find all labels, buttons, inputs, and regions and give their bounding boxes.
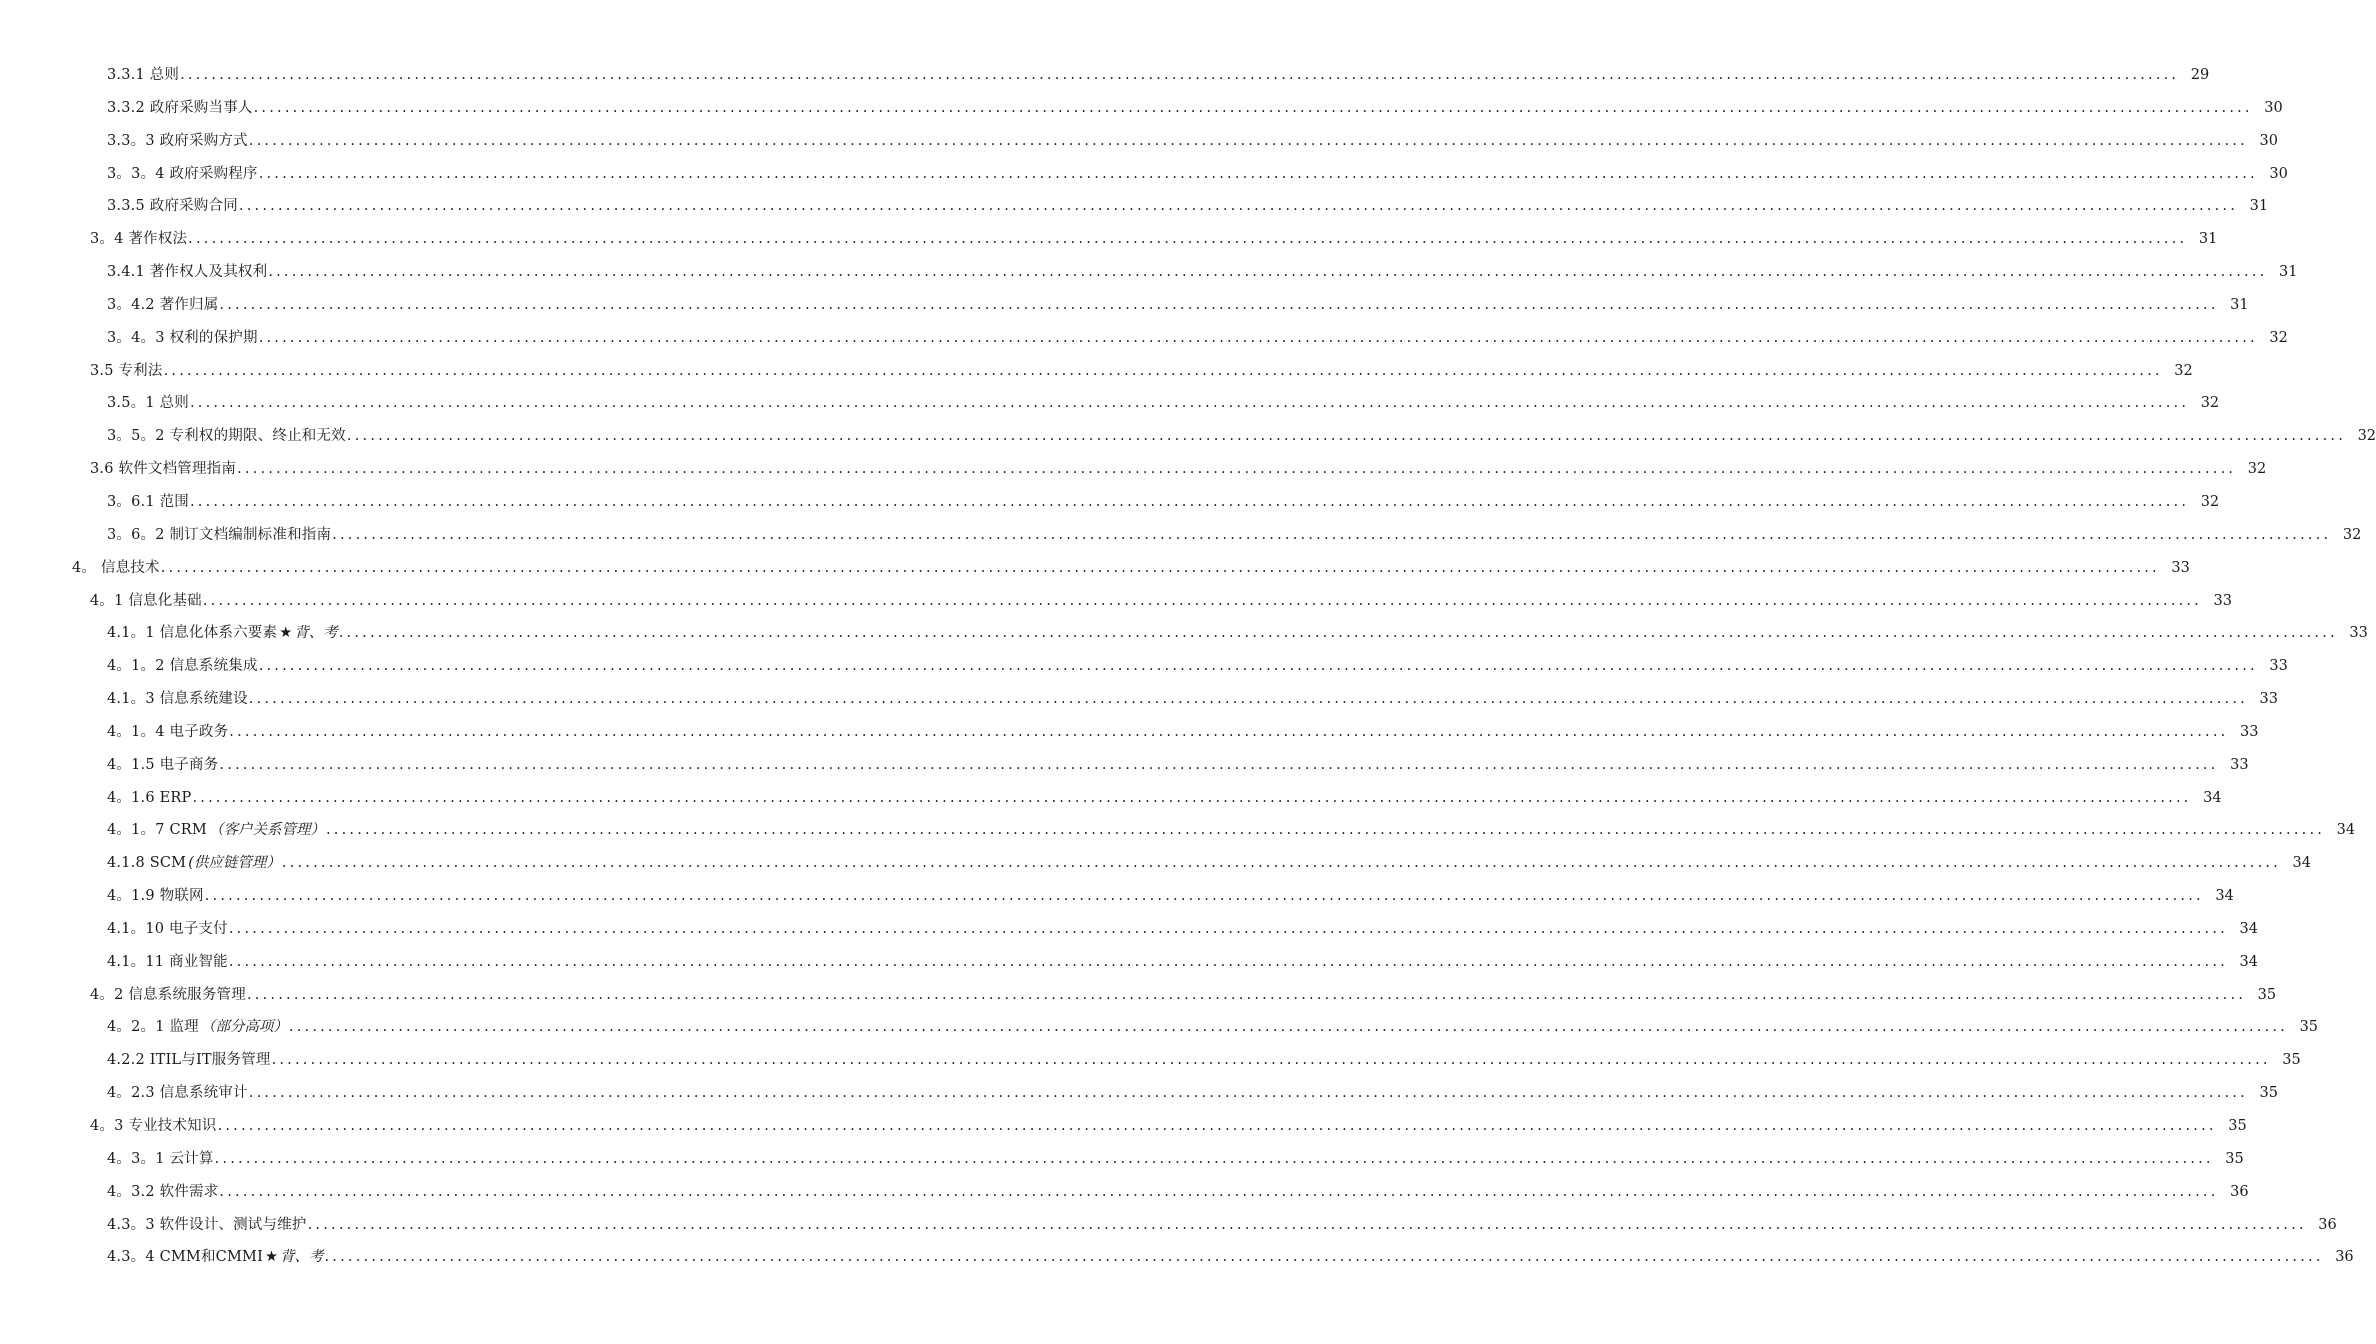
toc-entry-title: 4。1。4 电子政务 bbox=[107, 723, 229, 740]
toc-entry[interactable] bbox=[0, 683, 2278, 716]
toc-dot-leader: ................................................................................................................................................................................................................................................................ bbox=[307, 1216, 2307, 1233]
toc-entry-page-number: 29 bbox=[2190, 67, 2210, 83]
toc-entry-title: 3.6 软件文档管理指南 bbox=[90, 461, 237, 478]
toc-dot-leader: ................................................................................................................................................................................................................................................................ bbox=[238, 198, 2239, 215]
toc-entry-page-number: 32 bbox=[2247, 461, 2267, 478]
toc-entry[interactable] bbox=[0, 749, 2249, 782]
toc-entry-title: 3。3。4 政府采购程序 bbox=[107, 165, 258, 182]
toc-entry-page-number: 33 bbox=[2230, 756, 2249, 773]
toc-dot-leader: ................................................................................................................................................................................................................................................................ bbox=[217, 1118, 2217, 1134]
toc-dot-leader: ................................................................................................................................................................................................................................................................ bbox=[190, 395, 2190, 412]
toc-entry-page-number: 30 bbox=[2264, 99, 2283, 116]
toc-entry-title: 3。5。2 专利权的期限、终止和无效 bbox=[107, 428, 346, 445]
toc-dot-leader: ................................................................................................................................................................................................................................................................ bbox=[258, 658, 2258, 675]
toc-entry-title: 4.3。3 软件设计、测试与维护 bbox=[107, 1216, 307, 1233]
toc-entry-title: 3。6.1 范围 bbox=[107, 493, 189, 510]
toc-entry-page-number: 33 bbox=[2213, 592, 2232, 609]
toc-dot-leader: ................................................................................................................................................................................................................................................................ bbox=[258, 165, 2258, 182]
toc-entry[interactable] bbox=[0, 355, 2193, 388]
toc-entry[interactable] bbox=[0, 716, 2259, 749]
toc-entry-title: 3.5。1 总则 bbox=[107, 395, 189, 412]
toc-entry[interactable] bbox=[0, 979, 2277, 1012]
toc-entry-page-number: 32 bbox=[2357, 428, 2376, 445]
toc-entry[interactable] bbox=[0, 1176, 2249, 1209]
toc-entry-title: 3.3.2 政府采购当事人 bbox=[107, 99, 253, 116]
toc-entry-title: 4。3 专业技术知识 bbox=[90, 1118, 217, 1134]
toc-entry-title: 3.3.5 政府采购合同 bbox=[107, 198, 238, 215]
toc-entry-page-number: 34 bbox=[2239, 920, 2258, 937]
toc-entry[interactable] bbox=[0, 913, 2258, 946]
toc-entry[interactable] bbox=[0, 223, 2218, 256]
toc-entry[interactable] bbox=[0, 847, 2311, 880]
toc-entry[interactable] bbox=[0, 1209, 2337, 1242]
toc-dot-leader: ................................................................................................................................................................................................................................................................ bbox=[219, 296, 2219, 313]
toc-entry-page-number: 35 bbox=[2228, 1118, 2247, 1134]
toc-entry-note bbox=[279, 617, 338, 650]
toc-entry-title: 4.2.2 ITIL与IT服务管理 bbox=[107, 1052, 271, 1069]
toc-entry[interactable] bbox=[0, 814, 2356, 847]
toc-entry-page-number: 35 bbox=[2257, 986, 2277, 1003]
toc-entry[interactable] bbox=[0, 552, 2190, 585]
toc-entry-title: 4.1.8 SCM bbox=[107, 855, 187, 872]
toc-dot-leader: ................................................................................................................................................................................................................................................................ bbox=[258, 329, 2258, 346]
toc-entry-title: 4。1.9 物联网 bbox=[107, 888, 204, 905]
toc-entry-page-number: 34 bbox=[2203, 789, 2222, 806]
toc-entry-page-number: 32 bbox=[2174, 362, 2193, 379]
toc-entry-title: 4。1。2 信息系统集成 bbox=[107, 658, 258, 675]
toc-entry-page-number: 34 bbox=[2239, 953, 2258, 970]
toc-entry-page-number: 32 bbox=[2200, 395, 2220, 412]
toc-dot-leader: ................................................................................................................................................................................................................................................................ bbox=[248, 691, 2248, 708]
toc-entry-title: 4。2.3 信息系统审计 bbox=[107, 1085, 248, 1102]
toc-entry[interactable] bbox=[0, 946, 2258, 979]
toc-entry-page-number: 32 bbox=[2269, 329, 2288, 346]
toc-entry-page-number: 33 bbox=[2349, 625, 2368, 642]
toc-dot-leader: ................................................................................................................................................................................................................................................................ bbox=[192, 789, 2192, 806]
toc-entry-title: 4.1。11 商业智能 bbox=[107, 953, 228, 970]
toc-dot-leader: ................................................................................................................................................................................................................................................................ bbox=[219, 1183, 2219, 1200]
toc-entry-title: 4.1。3 信息系统建设 bbox=[107, 691, 248, 708]
toc-entry-note bbox=[265, 1241, 324, 1274]
toc-dot-leader: ................................................................................................................................................................................................................................................................ bbox=[228, 953, 2228, 970]
toc-dot-leader: ................................................................................................................................................................................................................................................................ bbox=[219, 756, 2219, 773]
toc-dot-leader: ................................................................................................................................................................................................................................................................ bbox=[202, 592, 2202, 609]
toc-entry-page-number: 34 bbox=[2336, 822, 2356, 839]
toc-dot-leader: ................................................................................................................................................................................................................................................................ bbox=[346, 428, 2347, 445]
table-of-contents bbox=[0, 59, 2376, 1274]
toc-entry[interactable] bbox=[0, 585, 2232, 618]
toc-entry[interactable] bbox=[0, 1143, 2244, 1176]
toc-dot-leader: ................................................................................................................................................................................................................................................................ bbox=[325, 822, 2326, 839]
toc-entry[interactable] bbox=[0, 617, 2368, 650]
toc-dot-leader: ................................................................................................................................................................................................................................................................ bbox=[324, 1249, 2324, 1266]
toc-entry-note-text: 背、考 bbox=[294, 625, 338, 642]
toc-entry[interactable] bbox=[0, 1077, 2278, 1110]
toc-entry[interactable] bbox=[0, 519, 2362, 552]
toc-entry[interactable] bbox=[0, 650, 2288, 683]
toc-dot-leader: ................................................................................................................................................................................................................................................................ bbox=[214, 1150, 2214, 1167]
toc-entry-page-number: 31 bbox=[2249, 198, 2269, 215]
toc-entry[interactable] bbox=[0, 59, 2210, 92]
toc-entry-title: 3.5 专利法 bbox=[90, 362, 163, 379]
toc-entry-note-text: 背、考 bbox=[280, 1249, 324, 1266]
toc-entry[interactable] bbox=[0, 190, 2269, 223]
toc-dot-leader: ................................................................................................................................................................................................................................................................ bbox=[288, 1019, 2289, 1036]
toc-entry-note bbox=[188, 847, 281, 880]
toc-dot-leader: ................................................................................................................................................................................................................................................................ bbox=[248, 132, 2248, 149]
toc-dot-leader: ................................................................................................................................................................................................................................................................ bbox=[180, 67, 2180, 83]
toc-dot-leader: ................................................................................................................................................................................................................................................................ bbox=[237, 461, 2237, 478]
toc-entry-title: 3。4。3 权利的保护期 bbox=[107, 329, 258, 346]
toc-entry-title: 3。6。2 制订文档编制标准和指南 bbox=[107, 526, 332, 543]
toc-entry-page-number: 33 bbox=[2171, 559, 2190, 576]
toc-dot-leader: ................................................................................................................................................................................................................................................................ bbox=[246, 986, 2247, 1003]
toc-dot-leader: ................................................................................................................................................................................................................................................................ bbox=[248, 1085, 2248, 1102]
toc-entry-page-number: 35 bbox=[2225, 1150, 2244, 1167]
toc-dot-leader: ................................................................................................................................................................................................................................................................ bbox=[204, 888, 2204, 905]
toc-entry-page-number: 31 bbox=[2230, 296, 2249, 313]
toc-entry-page-number: 31 bbox=[2279, 264, 2298, 281]
toc-dot-leader: ................................................................................................................................................................................................................................................................ bbox=[253, 99, 2253, 116]
toc-entry[interactable] bbox=[0, 486, 2220, 519]
toc-dot-leader: ................................................................................................................................................................................................................................................................ bbox=[332, 526, 2332, 543]
toc-entry-page-number: 33 bbox=[2259, 691, 2278, 708]
toc-entry[interactable] bbox=[0, 1044, 2301, 1077]
toc-dot-leader: ................................................................................................................................................................................................................................................................ bbox=[268, 264, 2268, 281]
toc-entry-page-number: 34 bbox=[2215, 888, 2234, 905]
toc-entry-title: 4。1.5 电子商务 bbox=[107, 756, 219, 773]
toc-entry-title: 4.1。1 信息化体系六要素 bbox=[107, 625, 278, 642]
toc-entry-page-number: 33 bbox=[2269, 658, 2288, 675]
toc-entry-page-number: 35 bbox=[2259, 1085, 2278, 1102]
toc-entry[interactable] bbox=[0, 420, 2376, 453]
toc-entry[interactable] bbox=[0, 387, 2220, 420]
toc-entry-title: 3.4.1 著作权人及其权利 bbox=[107, 264, 268, 281]
toc-dot-leader: ................................................................................................................................................................................................................................................................ bbox=[271, 1052, 2271, 1069]
toc-dot-leader: ................................................................................................................................................................................................................................................................ bbox=[163, 362, 2163, 379]
toc-entry-page-number: 31 bbox=[2198, 231, 2218, 248]
toc-entry[interactable] bbox=[0, 453, 2267, 486]
toc-dot-leader: ................................................................................................................................................................................................................................................................ bbox=[338, 625, 2338, 642]
toc-entry-note bbox=[201, 1011, 288, 1044]
toc-entry-title: 3。4 著作权法 bbox=[90, 231, 188, 248]
toc-entry-title: 3。4.2 著作归属 bbox=[107, 296, 219, 313]
toc-entry-title: 4。2 信息系统服务管理 bbox=[90, 986, 246, 1003]
toc-entry-page-number: 36 bbox=[2335, 1249, 2354, 1266]
toc-entry-title: 4。1.6 ERP bbox=[107, 789, 192, 806]
star-icon: ★ bbox=[279, 625, 293, 642]
toc-entry[interactable] bbox=[0, 289, 2249, 322]
toc-entry-page-number: 36 bbox=[2318, 1216, 2337, 1233]
toc-entry-title: 4。 信息技术 bbox=[72, 559, 160, 576]
toc-entry-page-number: 35 bbox=[2299, 1019, 2319, 1036]
toc-entry-title: 4.1。10 电子支付 bbox=[107, 920, 228, 937]
toc-entry-page-number: 32 bbox=[2200, 493, 2220, 510]
toc-dot-leader: ................................................................................................................................................................................................................................................................ bbox=[160, 559, 2160, 576]
toc-entry[interactable] bbox=[0, 1241, 2354, 1274]
toc-entry[interactable] bbox=[0, 92, 2283, 125]
toc-entry-title: 4。2。1 监理 bbox=[107, 1019, 199, 1036]
toc-dot-leader: ................................................................................................................................................................................................................................................................ bbox=[188, 231, 2188, 248]
toc-entry-page-number: 33 bbox=[2239, 723, 2259, 740]
toc-entry[interactable] bbox=[0, 256, 2298, 289]
toc-entry[interactable] bbox=[0, 1110, 2247, 1143]
toc-entry[interactable] bbox=[0, 125, 2278, 158]
toc-entry[interactable] bbox=[0, 880, 2234, 913]
toc-entry[interactable] bbox=[0, 322, 2288, 355]
toc-dot-leader: ................................................................................................................................................................................................................................................................ bbox=[281, 855, 2281, 872]
toc-entry[interactable] bbox=[0, 1011, 2319, 1044]
toc-entry-page-number: 35 bbox=[2282, 1052, 2301, 1069]
toc-entry-title: 4。1。7 CRM bbox=[107, 822, 207, 839]
toc-entry-page-number: 30 bbox=[2269, 165, 2288, 182]
toc-entry-title: 3.3.1 总则 bbox=[107, 67, 180, 83]
toc-entry-title: 4。3.2 软件需求 bbox=[107, 1183, 219, 1200]
toc-entry-note-text: （部分高项） bbox=[200, 1019, 288, 1036]
toc-entry-title: 4。3。1 云计算 bbox=[107, 1150, 214, 1167]
toc-entry-page-number: 36 bbox=[2230, 1183, 2249, 1200]
toc-entry-page-number: 32 bbox=[2342, 526, 2362, 543]
toc-entry-note-text: (供应链管理） bbox=[188, 855, 281, 872]
toc-entry-note bbox=[209, 814, 325, 847]
toc-entry-title: 4。1 信息化基础 bbox=[90, 592, 202, 609]
star-icon: ★ bbox=[265, 1249, 278, 1266]
toc-entry-note-text: （客户关系管理） bbox=[208, 822, 325, 839]
toc-entry-title: 4.3。4 CMM和CMMI bbox=[107, 1249, 263, 1266]
toc-entry-title: 3.3。3 政府采购方式 bbox=[107, 132, 248, 149]
toc-entry[interactable] bbox=[0, 782, 2222, 815]
toc-dot-leader: ................................................................................................................................................................................................................................................................ bbox=[229, 723, 2229, 740]
toc-dot-leader: ................................................................................................................................................................................................................................................................ bbox=[190, 493, 2190, 510]
toc-entry[interactable] bbox=[0, 158, 2288, 191]
toc-dot-leader: ................................................................................................................................................................................................................................................................ bbox=[228, 920, 2228, 937]
toc-entry-page-number: 30 bbox=[2259, 132, 2278, 149]
toc-entry-page-number: 34 bbox=[2292, 855, 2311, 872]
